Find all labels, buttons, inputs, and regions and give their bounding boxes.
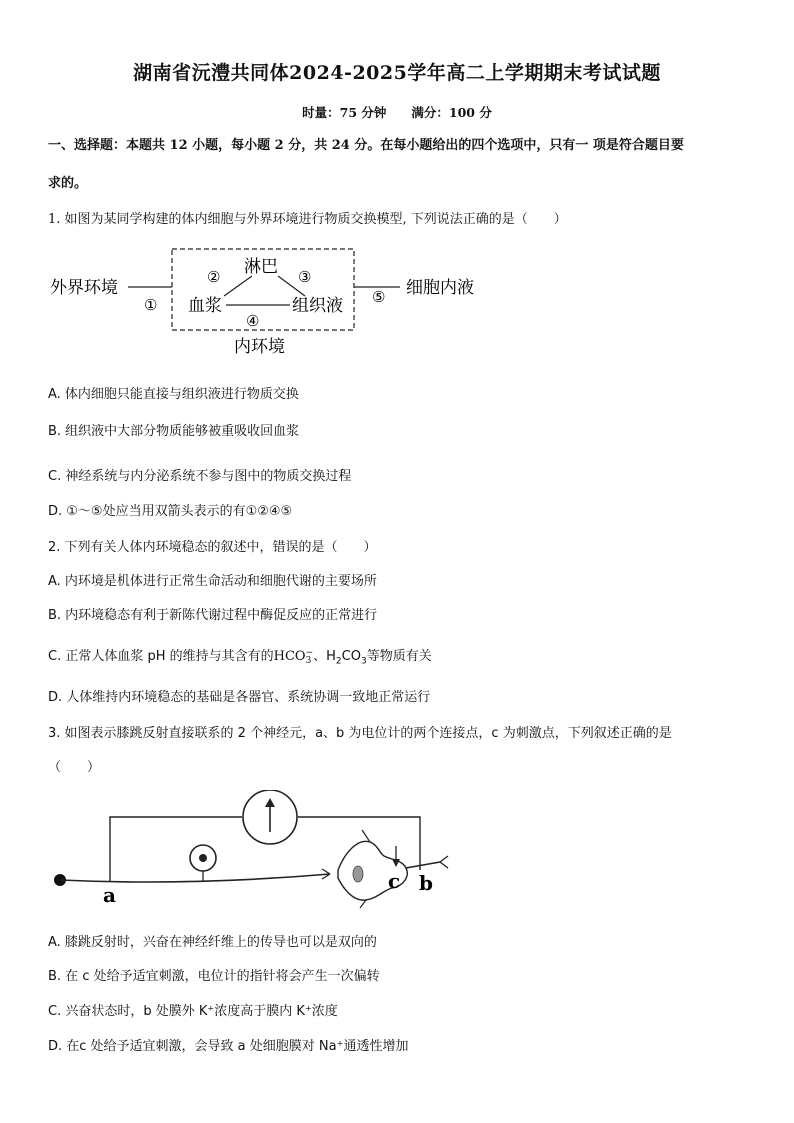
q3-option-a: A. 膝跳反射时，兴奋在神经纤维上的传导也可以是双向的 — [48, 935, 377, 950]
hco3-sub: 3 — [305, 655, 312, 666]
label-tissue: 组织液 — [292, 296, 343, 316]
label-b: b — [419, 871, 433, 895]
q2-c-pre: C. 正常人体血浆 pH 的维持与其含有的 — [48, 649, 274, 664]
label-plasma: 血浆 — [188, 296, 222, 316]
q3-option-b: B. 在 c 处给予适宜刺激，电位计的指针将会产生一次偏转 — [48, 969, 380, 984]
label-lymph: 淋巴 — [244, 257, 278, 277]
label-n5: ⑤ — [372, 288, 386, 306]
label-n1: ① — [144, 296, 158, 314]
section-heading-line2: 求的。 — [48, 176, 88, 191]
q3-stem-line1: 3. 如图表示膝跳反射直接联系的 2 个神经元，a、b 为电位计的两个连接点，c 为刺激点，下列叙述正确的是 — [48, 726, 672, 741]
q1-option-b: B. 组织液中大部分物质能够被重吸收回血浆 — [48, 424, 300, 439]
q3-option-c: C. 兴奋状态时，b 处膜外 K⁺浓度高于膜内 K⁺浓度 — [48, 1004, 338, 1019]
q2-option-a: A. 内环境是机体进行正常生命活动和细胞代谢的主要场所 — [48, 574, 377, 589]
h2co3-sub2: 2 — [335, 656, 342, 667]
q2-option-d: D. 人体维持内环境稳态的基础是各器官、系统协调一致地正常运行 — [48, 690, 431, 705]
axon — [406, 862, 440, 868]
q1-option-c: C. 神经系统与内分泌系统不参与图中的物质交换过程 — [48, 469, 352, 484]
exam-meta: 时量：75 分钟 满分：100 分 — [302, 105, 492, 120]
q2-option-c — [48, 645, 432, 667]
q2-option-b: B. 内环境稳态有利于新陈代谢过程中酶促反应的正常进行 — [48, 608, 378, 623]
label-n2: ② — [207, 268, 221, 286]
q3-option-d: D. 在c 处给予适宜刺激，会导致 a 处细胞膜对 Na⁺通透性增加 — [48, 1039, 409, 1054]
label-outer-env: 外界环境 — [50, 278, 118, 298]
q2-stem: 2. 下列有关人体内环境稳态的叙述中，错误的是（ ） — [48, 540, 377, 555]
h2co3-sub3: 3 — [360, 656, 367, 667]
section-heading — [48, 127, 748, 203]
hco3-charge: − — [305, 647, 314, 658]
hco3-formula: HCO − 3 — [273, 647, 314, 666]
q1-option-d: D. ①～⑤处应当用双箭头表示的有①②④⑤ — [48, 504, 293, 519]
page-title: 湖南省沅澧共同体2024-2025学年高二上学期期末考试试题 — [133, 62, 661, 84]
q1-option-a: A. 体内细胞只能直接与组织液进行物质交换 — [48, 387, 299, 402]
q2-c-post: 等物质有关 — [366, 649, 432, 664]
label-a: a — [103, 883, 116, 907]
q3-stem-line2: （ ） — [48, 760, 101, 775]
q1-diagram — [40, 240, 500, 365]
q2-c-co: CO — [341, 649, 361, 664]
label-cell-fluid: 细胞内液 — [406, 278, 474, 298]
label-n3: ③ — [298, 268, 312, 286]
wire-left — [110, 817, 242, 882]
nerve-fibre — [60, 874, 330, 882]
q3-diagram — [40, 790, 470, 912]
section-heading-line1: 一、选择题：本题共 12 小题，每小题 2 分，共 24 分。在每小题给出的四个选项中，只有一 项是符合题目要 — [48, 138, 684, 153]
q2-c-mid: 、H — [313, 649, 336, 664]
label-n4: ④ — [246, 312, 260, 330]
label-c: c — [388, 869, 401, 893]
q1-stem: 1. 如图为某同学构建的体内细胞与外界环境进行物质交换模型, 下列说法正确的是（ ） — [48, 212, 567, 227]
nucleus — [353, 866, 363, 882]
label-inner-env: 内环境 — [234, 337, 285, 357]
line-2 — [224, 276, 252, 296]
